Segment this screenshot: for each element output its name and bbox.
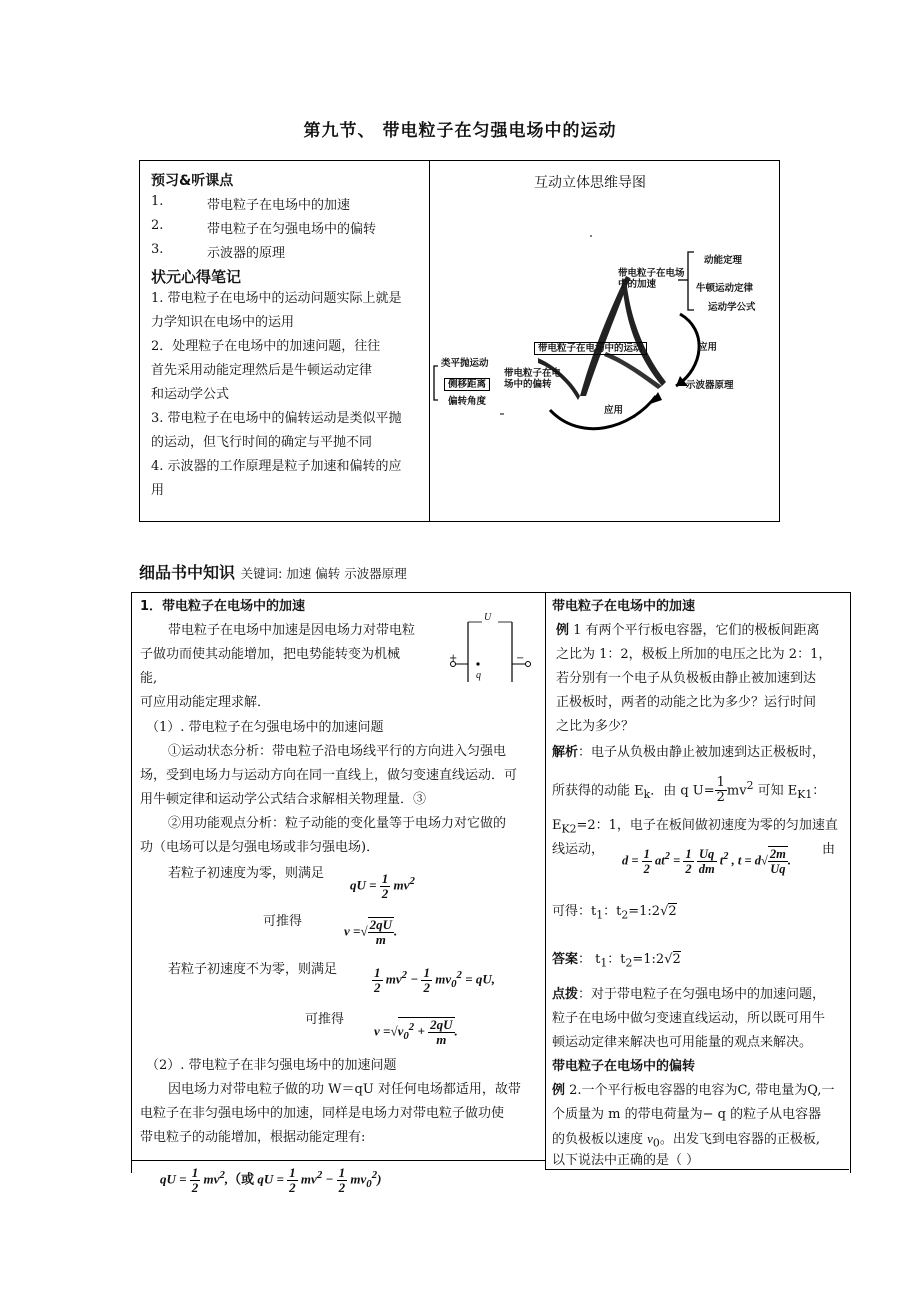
- left-n2: 电粒子在非匀强电场中的加速，同样是电场力对带电粒子做功使: [140, 1106, 505, 1121]
- ek1-text: 可知 E: [753, 783, 798, 799]
- left-deduce2: 可推得: [305, 1012, 345, 1027]
- mindmap-node-leipingpao: 类平抛运动: [441, 358, 489, 369]
- right-tip-line3: 顿运动定律来解决也可用能量的观点来解决。: [552, 1035, 813, 1050]
- mindmap-heading: 互动立体思维导图: [534, 175, 646, 191]
- knowledge-heading: [139, 560, 407, 583]
- mindmap-node-deflect: 带电粒子在电场中的偏转: [504, 368, 562, 390]
- left-sub2: （2）. 带电粒子在非匀强电场中的加速问题: [146, 1058, 397, 1073]
- result-mid-text: ：t: [603, 904, 622, 919]
- ek-sub: k: [643, 787, 651, 801]
- knowledge-title: 细品书中知识: [139, 563, 236, 582]
- preview-item-3-num: 3.: [151, 242, 164, 257]
- mindmap-arrow-bottom: [550, 396, 656, 429]
- notes-body: [151, 287, 423, 503]
- formula-d-t: d = $\frac{1}{2}$ $at^2$ = $\frac{1}{2}$ $\frac{Uq}{dm}$ $t^2$ , t = d√ $\frac{2m}{Uq}$ .: [622, 847, 791, 876]
- note-line: 力学知识在电场中的运用: [151, 315, 295, 330]
- formula-energy-diff: $\frac{1}{2}$ $mv^2$ − $\frac{1}{2}$ $mv_0^2$ = qU,: [374, 965, 495, 995]
- terminal-right: [526, 662, 531, 667]
- figure-plus: +: [449, 653, 458, 664]
- right-analysis-you: 由: [822, 842, 836, 857]
- ek1-sub: K1: [797, 787, 813, 801]
- mindmap-node-pianzhuan: 偏转角度: [448, 396, 487, 407]
- formula-bottom-huo: （或: [228, 1171, 255, 1187]
- mindmap-arrow-right: [676, 314, 699, 386]
- ex2-c-rest: 。出发飞到电容器的正极板,: [659, 1132, 820, 1147]
- preview-heading: 预习&听课点: [151, 173, 234, 189]
- ratio-text: =2：1，电子在板间做初速度为零的匀加速直: [576, 818, 838, 833]
- knowledge-keywords: 关键词: 加速 偏转 示波器原理: [240, 566, 407, 581]
- formula-v-sqrt: v =√ $\frac{2qU}{m}$ .: [344, 917, 398, 947]
- right-tip-line1: [552, 983, 825, 1007]
- formula-v-general: $v =√v_0^2$ + $\frac{2qU}{m}$ .: [374, 1017, 458, 1047]
- left-n1: 因电场力对带电粒子做的功 W＝qU 对任何电场都适用，故带: [168, 1082, 521, 1097]
- right-heading-deflect: 带电粒子在电场中的偏转: [552, 1059, 696, 1074]
- mindmap-node-app1: 应用: [698, 342, 718, 353]
- right-heading-accel: 带电粒子在电场中的加速: [552, 599, 696, 614]
- ex2-text: 2.一个平行板电容器的电容为C, 带电量为Q,一: [565, 1083, 835, 1098]
- right-analysis-label: 解析: [552, 745, 579, 760]
- left-deduce1: 可推得: [263, 914, 303, 929]
- right-ex2-line4: 以下说法中正确的是（ ）: [552, 1153, 700, 1168]
- charge-q: [476, 662, 479, 665]
- ex2-v-sub: 0: [652, 1136, 660, 1150]
- left-p1c: 能,: [140, 671, 158, 686]
- right-analysis-text: ：电子从负极由静止被加速到达正极板时，: [578, 745, 826, 760]
- left-p1d: 可应用动能定理求解．: [140, 695, 271, 710]
- right-ex1-line2: 之比为 1：2，极板上所加的电压之比为 2：1，: [556, 647, 832, 662]
- right-ex1-line1: [556, 619, 820, 643]
- note-line: 1. 带电粒子在电场中的运动问题实际上就是: [151, 291, 402, 306]
- preview-item-1-text: 带电粒子在电场中的加速: [207, 198, 351, 213]
- answer-mid-text: ：t: [607, 952, 626, 967]
- right-ex1-label: 例: [556, 623, 570, 638]
- right-analysis-line2: 所获得的动能 $E_k$．由 q U= $\frac{1}{2}$ $mv^2$ 可知 $E_{K1}$：: [552, 775, 826, 806]
- left-zero: 若粒子初速度为零，则满足: [168, 866, 325, 881]
- page-title: 第九节、 带电粒子在匀强电场中的运动: [303, 121, 617, 141]
- preview-item-2-num: 2.: [151, 218, 164, 233]
- preview-item-2-text: 带电粒子在匀强电场中的偏转: [207, 222, 377, 237]
- note-line: 和运动学公式: [151, 387, 230, 402]
- note-line: 用: [151, 483, 165, 498]
- answer-label: 答案: [552, 952, 579, 967]
- ek2-sub: K2: [561, 822, 577, 836]
- ek2-text: E: [552, 818, 562, 833]
- formula-bottom: qU = $\frac{1}{2}$ $mv^2$,（或 qU = $\frac{1}{2}$ $mv^2$ − $\frac{1}{2}$ $mv_0^2$): [160, 1165, 382, 1195]
- note-line: 首先采用动能定理然后是牛顿运动定律: [151, 363, 373, 378]
- mindmap-node-app2: 应用: [604, 405, 624, 416]
- result-t-text: 可得：t: [552, 904, 597, 919]
- figure-u-label: U: [484, 612, 492, 623]
- ex2-label: 例: [552, 1083, 566, 1098]
- mindmap-bracket-deflect: [434, 366, 438, 400]
- mindmap-node-dongneng: 动能定理: [704, 255, 743, 266]
- formula-qu-half-mv2: qU = $\frac{1}{2}$ $mv^2$: [350, 871, 415, 901]
- figure-minus: −: [516, 653, 525, 664]
- mv-text: mv: [726, 783, 747, 799]
- right-ex1-line5: 之比为多少？: [556, 719, 635, 734]
- note-line: 2．处理粒子在电场中的加速问题，往往: [151, 339, 381, 354]
- notes-heading: 状元心得笔记: [151, 268, 242, 286]
- figure-q: q: [476, 670, 481, 681]
- left-c2a: ②用功能观点分析：粒子动能的变化量等于电场力对它做的: [168, 816, 507, 831]
- colon-text: ：: [812, 783, 826, 799]
- mindmap-node-niudun: 牛顿运动定律: [696, 283, 754, 294]
- left-p1a: 带电粒子在电场中加速是因电场力对带电粒: [168, 623, 416, 638]
- capacitor-figure: [448, 612, 534, 690]
- note-line: 的运动，但飞行时间的确定与平抛不同: [151, 435, 373, 450]
- left-n3: 带电粒子的动能增加，根据动能定理有:: [140, 1130, 366, 1145]
- left-c1c: 用牛顿定律和运动学公式结合求解相关物理量．③: [140, 792, 427, 807]
- right-ex1-line3: 若分别有一个电子从负极板由静止被加速到达: [556, 671, 817, 686]
- preview-item-3-text: 示波器的原理: [207, 246, 286, 261]
- ex2-c-text: 的负极板以速度: [552, 1132, 648, 1147]
- tip-text: ：对于带电粒子在匀强电场中的加速问题，: [578, 987, 826, 1002]
- right-result: 可得：$t_1$：$t_2=1:2√2$: [552, 904, 677, 922]
- mindmap-node-center: 带电粒子在电场中的运动: [534, 342, 647, 355]
- qu-text: ．由 q U=: [650, 783, 715, 799]
- preview-item-1-num: 1.: [151, 194, 164, 209]
- right-analysis-line4: 线运动，: [552, 842, 605, 857]
- left-heading: 1．带电粒子在电场中的加速: [140, 599, 306, 614]
- left-p1b: 子做功而使其动能增加，把电势能转变为机械: [140, 647, 401, 662]
- right-ex1-line4: 正极板时，两者的动能之比为多少？运行时间: [556, 695, 817, 710]
- left-sub1: （1）. 带电粒子在匀强电场中的加速问题: [146, 720, 384, 735]
- mindmap-diagram: [430, 160, 778, 520]
- tip-label: 点拨: [552, 987, 579, 1002]
- right-tip-line2: 粒子在电场中做匀变速直线运动，所以既可用牛: [552, 1011, 826, 1026]
- right-ex1-text: 1 有两个平行板电容器，它们的极板间距离: [569, 623, 820, 638]
- note-line: 4. 示波器的工作原理是粒子加速和偏转的应: [151, 459, 402, 474]
- answer-value: =1:2: [632, 952, 665, 967]
- answer-t-text: ： t: [578, 952, 601, 967]
- right-analysis-line1: [552, 741, 825, 765]
- note-line: 3. 带电粒子在电场中的偏转运动是类似平抛: [151, 411, 402, 426]
- mindmap-node-accel: 带电粒子在电场中的加速: [618, 268, 685, 290]
- right-ex2-line2: 个质量为 m 的带电荷量为− q 的粒子从电容器: [552, 1107, 822, 1122]
- mindmap-node-shiboqi: 示波器原理: [686, 380, 734, 391]
- left-c1b: 场，受到电场力与运动方向在同一直线上，做匀变速直线运动．可: [140, 768, 518, 783]
- right-answer: 答案： $t_1$：$t_2=1:2√2$: [552, 952, 681, 970]
- ek-text: 所获得的动能 E: [552, 783, 644, 799]
- ex2-v-symbol: v: [647, 1131, 653, 1146]
- mindmap-branch-left-upper: [580, 276, 630, 396]
- mindmap-branch-right-upper: [622, 278, 666, 386]
- right-ex2-line1: [552, 1079, 834, 1103]
- mindmap-arrowhead-bottom: [650, 392, 662, 404]
- left-nonzero: 若粒子初速度不为零，则满足: [168, 962, 338, 977]
- result-value: =1:2: [628, 904, 661, 919]
- mindmap-node-cheyi: 侧移距离: [444, 378, 490, 391]
- left-c2b: 功（电场可以是匀强电场或非匀强电场)．: [140, 840, 380, 855]
- table-bottom-left: [131, 1160, 545, 1161]
- table-divider: [545, 592, 546, 1170]
- mindmap-node-yundongxue: 运动学公式: [708, 302, 756, 313]
- left-c1a: ①运动状态分析：带电粒子沿电场线平行的方向进入匀强电: [168, 744, 507, 759]
